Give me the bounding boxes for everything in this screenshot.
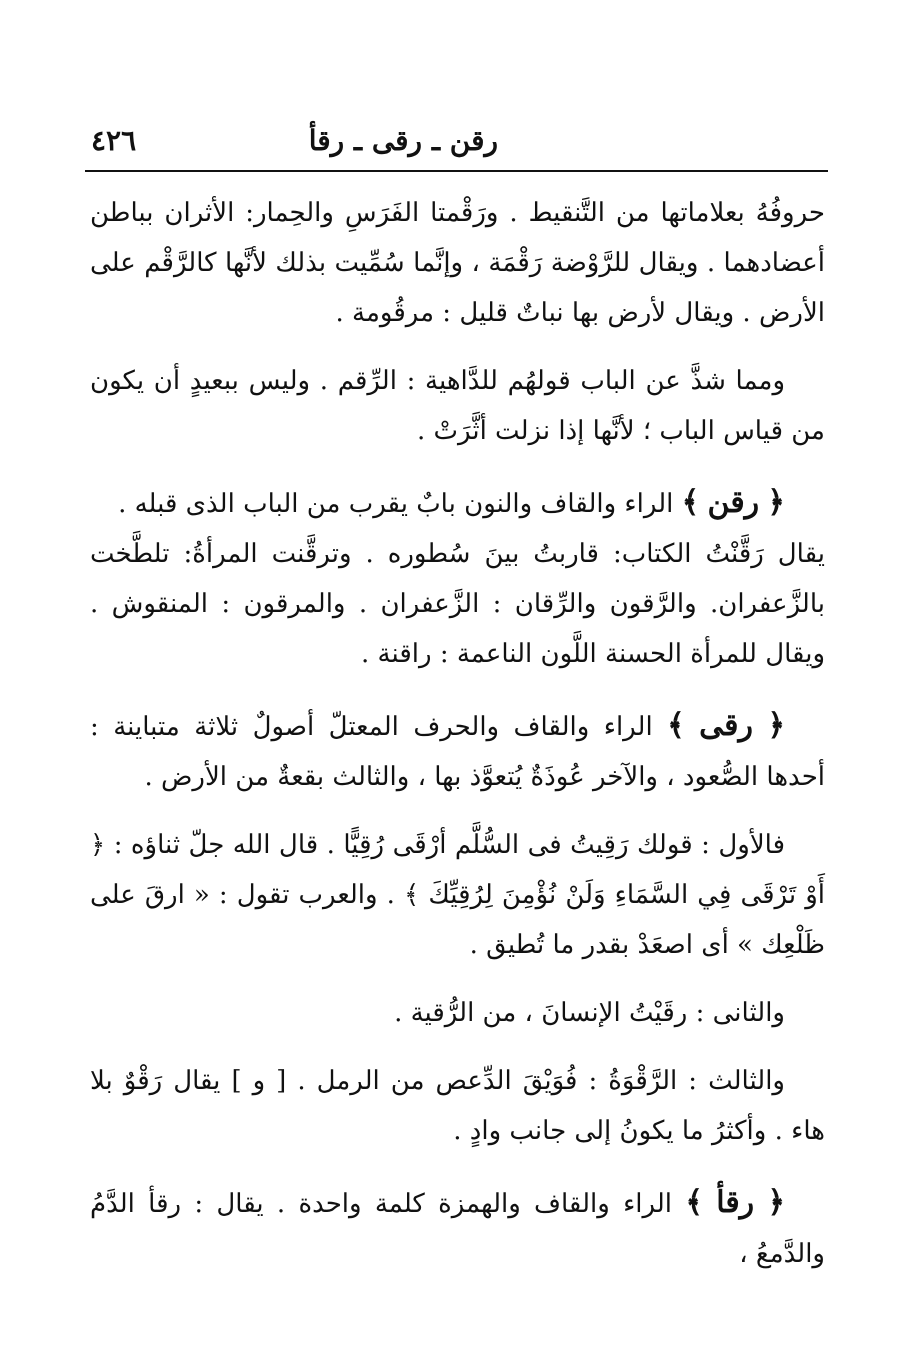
- paragraph: حروفُهُ بعلاماتها من التَّنقيط . ورَقْمتا الفَرَسِ والحِمار: الأثران بباطن أعضادهما . ويقال للرَّوْضة رَقْمَة ، وإنَّما سُمِّيت بذلك لأنَّها كالرَّقْم على الأرض . ويقال لأرض بها نباتٌ قليل : مرقُومة .: [90, 198, 825, 328]
- entry-lead: الراء والقاف والنون بابٌ يقرب من الباب الذى قبله .: [118, 489, 674, 519]
- header-rule: [85, 170, 828, 172]
- bracket-close: ﴾: [685, 1185, 703, 1220]
- entry-lead: الراء والقاف والحرف المعتلّ أصولٌ ثلاثة متباينة : أحدها الصُّعود ، والآخر عُوذَةٌ يُتعوَّذ بها ، والثالث بقعةٌ من الأرض .: [90, 712, 825, 792]
- page-body: [90, 188, 825, 1279]
- paragraph: ومما شذَّ عن الباب قولهُم للدَّاهية : الرِّقم . وليس ببعيدٍ أن يكون من قياس الباب ؛ لأنَّها إذا نزلت أثَّرَتْ .: [90, 366, 825, 446]
- bracket-close: ﴾: [667, 708, 685, 743]
- page-header: [85, 118, 828, 170]
- headword: رقى: [699, 708, 753, 743]
- paragraph: والثالث : الرَّقْوَةُ : فُوَيْقَ الدِّعص من الرمل . [ و ] يقال رَقْوٌ بلا هاء . وأكثرُ ما يكونُ إلى جانب وادٍ .: [90, 1066, 825, 1146]
- bracket-open: ﴿: [767, 708, 786, 743]
- paragraph: فالأول : قولك رَقِيتُ فى السُّلَّم أرْقَى رُقِيًّا . قال الله جلّ ثناؤه : ﴿ أَوْ تَرْقَى فِي السَّمَاءِ وَلَنْ نُؤْمِنَ لِرُقِيِّكَ ﴾ . والعرب تقول : « ارقَ على ظَلْعِك » أى اصعَدْ بقدر ما تُطيق .: [90, 830, 825, 960]
- page-number: ٤٢٦: [91, 124, 137, 157]
- headword: رقن: [707, 485, 760, 520]
- paragraph: يقال رَقَّنْتُ الكتاب: قاربتُ بينَ سُطوره . وترقَّنت المرأةُ: تلطَّخت بالزَّعفران. والرَّقون والرِّقان : الزَّعفران . والمرقون : المنقوش . ويقال للمرأة الحسنة اللَّون الناعمة : راقنة .: [90, 539, 825, 669]
- entry-lead: الراء والقاف والهمزة كلمة واحدة . يقال : رقأ الدَّمُ والدَّمعُ ،: [90, 1189, 825, 1269]
- paragraph: والثانى : رقَيْتُ الإنسانَ ، من الرُّقية .: [394, 998, 785, 1028]
- entry-raqa: [90, 701, 825, 802]
- bracket-close: ﴾: [681, 485, 700, 520]
- bracket-open: ﴿: [767, 1185, 786, 1220]
- bracket-open: ﴿: [767, 485, 785, 520]
- headword: رقأ: [716, 1185, 755, 1220]
- running-title: رقن ـ رقى ـ رقأ: [308, 124, 498, 157]
- entry-raqaa: [90, 1178, 825, 1279]
- entry-raqan: [90, 478, 825, 529]
